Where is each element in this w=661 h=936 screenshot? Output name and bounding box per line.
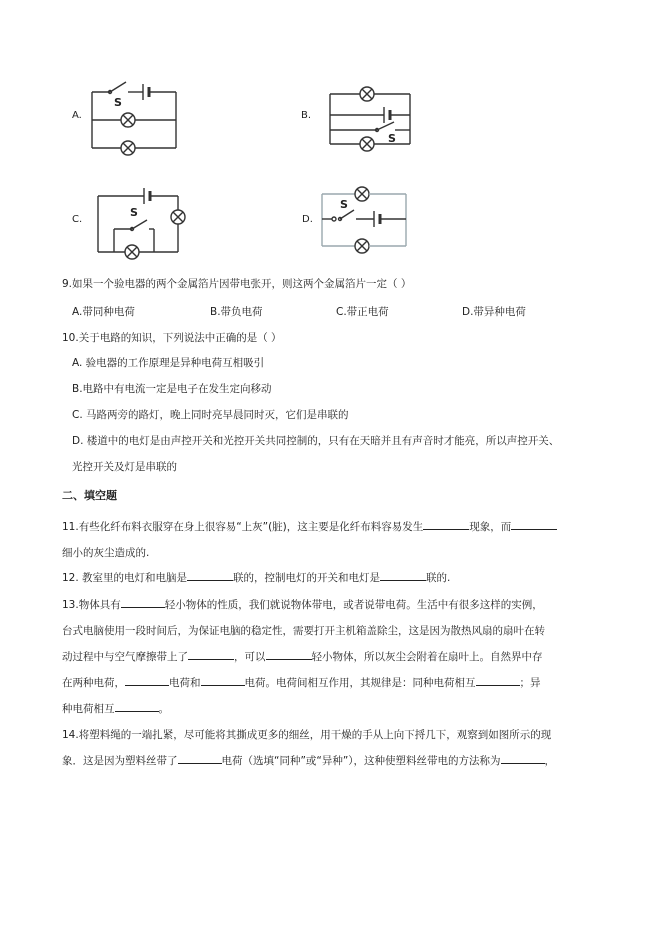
question-11-line-2: 细小的灰尘造成的. [62,547,150,559]
q13-text: 13.物体具有 [62,599,121,611]
answer-blank[interactable] [380,571,426,581]
option-a-label: A. [72,110,82,121]
q9-choice-b: B.带负电荷 [210,306,263,318]
q13-text: ；异 [519,677,541,689]
answer-blank[interactable] [188,650,234,660]
answer-blank[interactable] [178,754,222,764]
answer-blank[interactable] [511,520,557,530]
q13-text: 轻小物体，所以灰尘会附着在扇叶上。自然界中存 [311,651,543,663]
q9-choice-a: A.带同种电荷 [72,306,135,318]
q13-text: 在两种电荷， [62,677,125,689]
answer-blank[interactable] [266,650,312,660]
q10-choice-b: B.电路中有电流一定是电子在发生定向移动 [72,383,272,395]
switch-label: S [130,206,138,219]
q13-text: 种电荷相互 [62,703,115,715]
answer-blank[interactable] [115,702,159,712]
circuit-diagram-a [88,78,183,158]
question-12 [62,570,450,585]
q12-text: 联的. [426,572,451,584]
q12-text: 联的，控制电灯的开关和电灯是 [233,572,381,584]
q13-text: 电荷。电荷间相互作用，其规律是：同种电荷相互 [244,677,476,689]
question-13-line-2: 台式电脑使用一段时间后，为保证电脑的稳定性，需要打开主机箱盖除尘，这是因为散热风扇的扇叶在转 [62,625,545,637]
circuit-diagram-b [322,82,417,157]
question-13-line-5 [62,701,169,716]
switch-label: S [388,132,396,145]
q13-text: 电荷和 [169,677,201,689]
option-b-label: B. [301,110,312,121]
question-14-line-2 [62,753,555,768]
option-d-label: D. [302,214,313,225]
q14-text: 电荷（选填“同种”或“异种”），这种使塑料丝带电的方法称为 [221,755,501,767]
q13-text: 动过程中与空气摩擦带上了 [62,651,188,663]
answer-blank[interactable] [423,520,469,530]
option-c-label: C. [72,214,83,225]
circuit-diagram-c [92,184,192,260]
q9-choice-c: C.带正电荷 [336,306,389,318]
q10-choice-a: A. 验电器的工作原理是异种电荷互相吸引 [72,357,265,369]
answer-blank[interactable] [501,754,545,764]
q13-text: 轻小物体的性质，我们就说物体带电，或者说带电荷。生活中有很多这样的实例， [164,599,543,611]
question-9-stem: 9.如果一个验电器的两个金属箔片因带电张开，则这两个金属箔片一定（ ） [62,278,412,290]
q11-text: 现象，而 [469,521,512,533]
question-13-line-3 [62,649,543,664]
q14-text: ， [544,755,556,767]
switch-label: S [114,96,122,109]
answer-blank[interactable] [125,676,169,686]
circuit-diagram-d [318,184,413,260]
question-10-stem: 10.关于电路的知识，下列说法中正确的是（ ） [62,332,282,344]
switch-label: S [340,198,348,211]
section-title-fill-in: 二、填空题 [62,489,117,502]
q14-text: 象．这是因为塑料丝带了 [62,755,178,767]
q13-text: ，可以 [234,651,266,663]
question-13-line-4 [62,675,541,690]
q10-choice-c: C. 马路两旁的路灯，晚上同时亮早晨同时灭，它们是串联的 [72,409,349,421]
q9-choice-d: D.带异种电荷 [462,306,526,318]
question-13-line-1 [62,597,543,612]
answer-blank[interactable] [187,571,233,581]
q12-text: 12. 教室里的电灯和电脑是 [62,572,188,584]
q10-choice-d-cont: 光控开关及灯是串联的 [72,461,177,473]
question-14-line-1: 14.将塑料绳的一端扎紧，尽可能将其撕成更多的细丝，用干燥的手从上向下捋几下，观察到如图所示的现 [62,729,552,741]
answer-blank[interactable] [201,676,245,686]
question-11-line-1 [62,519,557,534]
answer-blank[interactable] [476,676,520,686]
q13-text: 。 [158,703,169,715]
q11-text: 11.有些化纤布料衣服穿在身上很容易“上灰”(脏)，这主要是化纤布料容易发生 [62,521,424,533]
q10-choice-d: D. 楼道中的电灯是由声控开关和光控开关共同控制的，只有在天暗并且有声音时才能亮，所以声控开关、 [72,435,560,447]
answer-blank[interactable] [121,598,165,608]
